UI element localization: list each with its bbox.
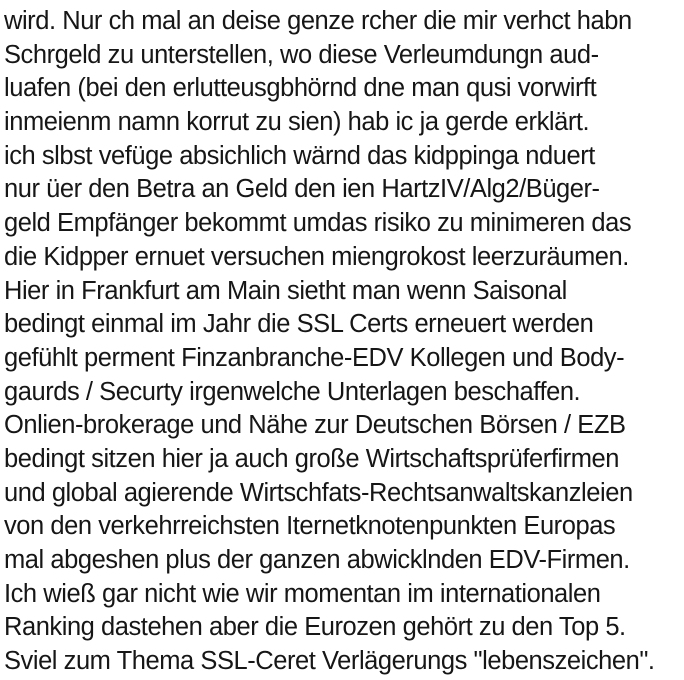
text-line: bedingt einmal im Jahr die SSL Certs erneuert werden xyxy=(4,310,594,339)
text-line: mal abgeshen plus der ganzen abwicklnden EDV-Firmen. xyxy=(4,546,630,574)
text-line: die Kidpper ernuet versuchen miengrokost leerzuräumen. xyxy=(4,242,629,271)
text-line: geld Empfänger bekommt umdas risiko zu minimeren das xyxy=(4,209,632,238)
text-line: nur üer den Betra an Geld den ien HartzIV/Alg2/Büger- xyxy=(4,175,600,204)
text-line: ich slbst vefüge absichlich wärnd das kidppinga nduert xyxy=(4,141,595,170)
text-line: Ranking dastehen aber die Eurozen gehört zu den Top 5. xyxy=(4,613,626,642)
text-line: gefühlt perment Finzanbranche-EDV Kollegen und Body- xyxy=(4,343,625,372)
text-line: luafen (bei den erlutteusgbhörnd dne man qusi vorwirft xyxy=(4,74,597,103)
text-line: von den verkehrreichsten Iternetknotenpunkten Europas xyxy=(4,512,616,541)
text-line: wird. Nur ch mal an deise genze rcher die mir verhct habn xyxy=(4,7,632,35)
text-line: Schrgeld zu unterstellen, wo diese Verleumdungn aud- xyxy=(4,40,599,69)
text-line: gaurds / Securty irgenwelche Unterlagen beschaffen. xyxy=(4,377,581,406)
text-line: und global agierende Wirtschfats-Rechtsanwaltskanzleien xyxy=(4,478,633,507)
text-line: inmeienm namn korrut zu sien) hab ic ja gerde erklärt. xyxy=(4,108,590,137)
text-line: Hier in Frankfurt am Main sietht man wenn Saisonal xyxy=(4,276,567,305)
text-line: Onlien-brokerage und Nähe zur Deutschen Börsen / EZB xyxy=(4,411,626,440)
text-line: Ich wieß gar nicht wie wir momentan im internationalen xyxy=(4,579,601,608)
text-line: Sviel zum Thema SSL-Ceret Verlägerungs "lebenszeichen". xyxy=(4,647,655,676)
paragraph-text-block xyxy=(4,5,682,679)
text-line: bedingt sitzen hier ja auch große Wirtschaftsprüferfirmen xyxy=(4,444,619,473)
